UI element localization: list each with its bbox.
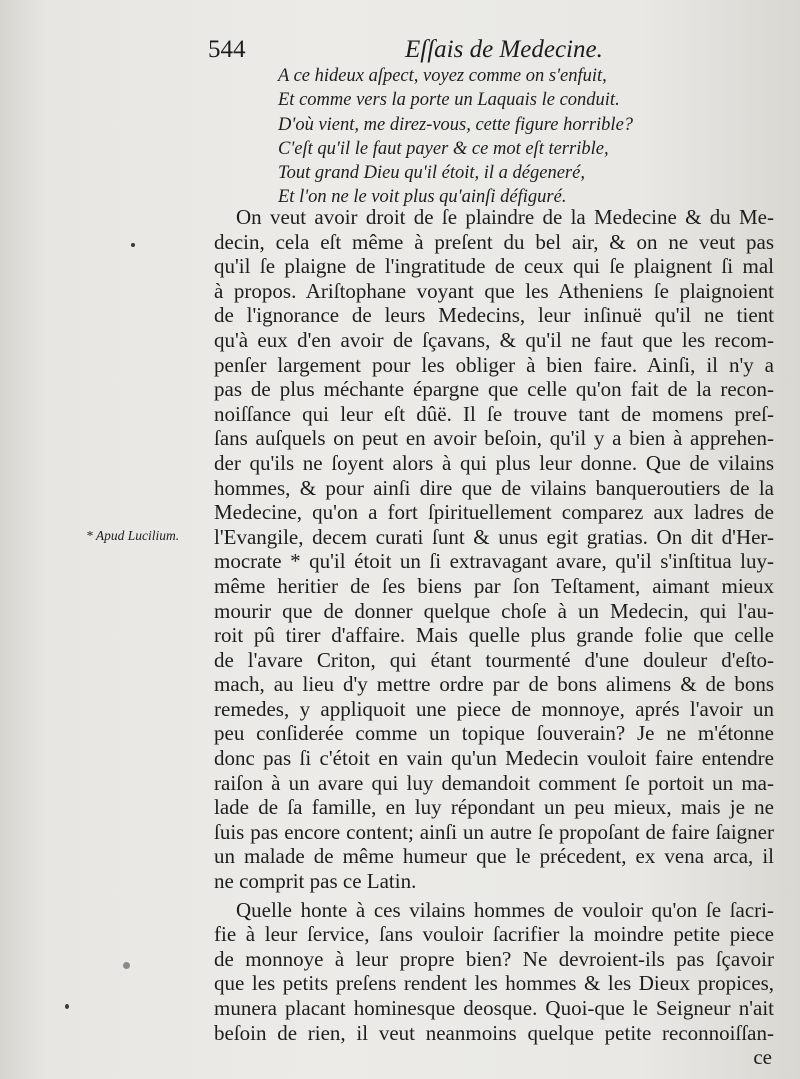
text-line: un malade de même humeur que le précedent, ex vena arca, il xyxy=(214,844,774,869)
text-line: l'Evangile, decem curati ſunt & unus egit gratias. On dit d'Her- xyxy=(214,524,774,549)
text-line: qu'à eux d'en avoir de ſçavans, & qu'il ne faut que les recom- xyxy=(214,327,774,352)
verse-line: Tout grand Dieu qu'il étoit, il a dégeneré, xyxy=(278,163,585,184)
text-line: Quelle honte à ces vilains hommes de vouloir qu'on ſe ſacri- xyxy=(236,897,774,922)
text-line: fie à leur ſervice, ſans vouloir ſacrifier la moindre petite piece xyxy=(214,922,774,947)
text-line: hommes, & pour ainſi dire que de vilains banqueroutiers de la xyxy=(214,475,774,500)
text-line: roit pû tirer d'affaire. Mais quelle plus grande folie que celle xyxy=(214,623,774,648)
text-line: decin, cela eſt même à preſent du bel air, & on ne veut pas xyxy=(214,229,774,254)
text-line: de l'avare Criton, qui étant tourmenté d'une douleur d'eſto- xyxy=(214,647,774,672)
text-line: mach, au lieu d'y mettre ordre par de bons alimens & de bons xyxy=(214,672,774,697)
text-line: remedes, y appliquoit une piece de monnoye, aprés l'avoir un xyxy=(214,696,774,721)
text-line: même heritier de ſes biens par ſon Teſtament, aimant mieux xyxy=(214,573,774,598)
text-line: mourir que de donner quelque choſe à un Medecin, qui l'au- xyxy=(214,598,774,623)
text-line: penſer largement pour les obliger à bien faire. Ainſi, il n'y a xyxy=(214,352,774,377)
ink-speck xyxy=(123,962,130,969)
ink-speck xyxy=(131,243,135,247)
text-line: donc pas ſi c'étoit en vain qu'un Medecin vouloit faire entendre xyxy=(214,746,774,771)
text-line: de l'ignorance de leurs Medecins, leur inſinuë qu'il ne tient xyxy=(214,303,774,328)
text-line: munera placant hominesque deosque. Quoi-que le Seigneur n'ait xyxy=(214,996,774,1020)
text-line: lade de ſa famille, en luy répondant un peu mieux, mais je ne xyxy=(214,795,774,820)
text-line: de monnoye à leur propre bien? Ne devroient-ils pas ſçavoir xyxy=(214,946,774,971)
text-line: à propos. Ariſtophane voyant que les Atheniens ſe plaignoient xyxy=(214,278,774,303)
text-line: que les petits preſens rendent les hommes & les Dieux propices, xyxy=(214,971,774,996)
verse-line: Et comme vers la porte un Laquais le conduit. xyxy=(278,90,620,111)
verse-line: Et l'on ne le voit plus qu'ainſi défiguré. xyxy=(278,187,567,208)
text-line: mocrate * qu'il étoit un ſi extravagant avare, qu'il s'inſtitua luy- xyxy=(214,549,774,574)
text-line: raiſon à un avare qui luy demandoit comment ſe portoit un ma- xyxy=(214,770,774,795)
text-line: qu'il ſe plaigne de l'ingratitude de ceux qui ſe plaignent ſi mal xyxy=(214,254,774,279)
text-line: ſuis pas encore content; ainſi un autre ſe propoſant de faire ſaigner xyxy=(214,819,774,844)
text-line: ſans auſquels on peut en avoir beſoin, qu'il y a bien à apprehen- xyxy=(214,426,774,451)
page-number: 544 xyxy=(208,36,246,63)
text-line: On veut avoir droit de ſe plaindre de la Medecine & du Me- xyxy=(236,205,774,229)
running-head: Eſſais de Medecine. xyxy=(405,36,603,63)
text-line: peu conſiderée comme un topique ſouverain? Je ne m'étonne xyxy=(214,721,774,746)
text-line: pas de plus méchante épargne que celle qu'on fait de la recon- xyxy=(214,377,774,402)
verse-line: C'eſt qu'il le faut payer & ce mot eſt terrible, xyxy=(278,138,609,159)
verse-line: A ce hideux aſpect, voyez comme on s'enfuit, xyxy=(278,66,607,86)
ink-speck xyxy=(65,1004,69,1009)
text-line: ne comprit pas ce Latin. xyxy=(214,869,417,894)
catchword: ce xyxy=(753,1045,772,1070)
verse-line: D'où vient, me direz-vous, cette figure horrible? xyxy=(278,114,634,135)
margin-note: * Apud Lucilium. xyxy=(86,528,180,543)
text-line: der qu'ils ne ſoyent alors à qui plus leur donne. Que de vilains xyxy=(214,450,774,475)
body-text xyxy=(214,205,774,1070)
verse-block xyxy=(278,64,698,210)
text-line: noiſſance qui leur eſt dûë. Il ſe trouve tant de momens preſ- xyxy=(214,401,774,426)
text-line: Medecine, qu'on a fort ſpirituellement comparez aux ladres de xyxy=(214,500,774,525)
text-line: beſoin de rien, il veut neanmoins quelque petite reconnoiſſan- xyxy=(214,1020,774,1045)
